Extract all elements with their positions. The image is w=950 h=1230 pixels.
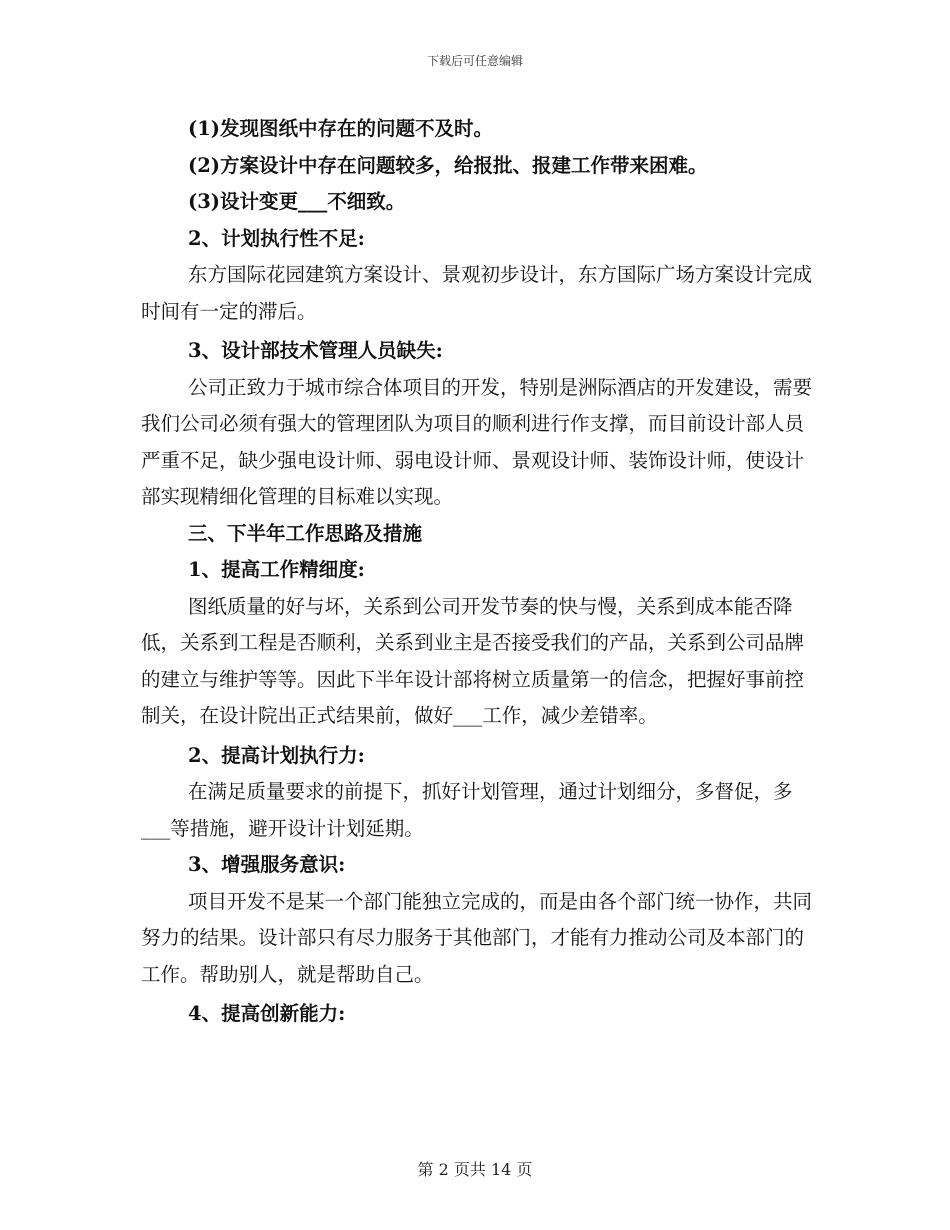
page-footer: 第 2 页共 14 页 bbox=[417, 1160, 533, 1179]
paragraph-staff-shortage: 公司正致力于城市综合体项目的开发，特别是洲际酒店的开发建设，需要我们公司必须有强大的管理团队为项目的顺利进行作支撑，而目前设计部人员严重不足，缺少强电设计师、弱电设计师、景观设计师、装饰设计师，使设计部实现精细化管理的目标难以实现。 bbox=[141, 375, 813, 508]
paragraph-precision: 图纸质量的好与坏，关系到公司开发节奏的快与慢，关系到成本能否降低，关系到工程是否顺利，关系到业主是否接受我们的产品，关系到公司品牌的建立与维护等等。因此下半年设计部将树立质量第一的信念，把握好事前控制关，在设计院出正式结果前，做好___工作，减少差错率。 bbox=[141, 594, 805, 727]
paragraph-plan-execution: 东方国际花园建筑方案设计、景观初步设计，东方国际广场方案设计完成时间有一定的滞后。 bbox=[141, 263, 813, 323]
problem-item-3: (3)设计变更___不细致。 bbox=[188, 190, 406, 213]
page-header: 下载后可任意编辑 bbox=[426, 54, 523, 68]
section-heading-innovation: 4、提高创新能力: bbox=[188, 1002, 346, 1025]
section-heading-execution: 2、提高计划执行力: bbox=[188, 743, 365, 767]
problem-item-2: (2)方案设计中存在问题较多，给报批、报建工作带来困难。 bbox=[188, 153, 708, 177]
paragraph-service: 项目开发不是某一个部门能独立完成的，而是由各个部门统一协作，共同努力的结果。设计部只有尽力服务于其他部门，才能有力推动公司及本部门的工作。帮助别人，就是帮助自己。 bbox=[141, 889, 813, 986]
section-heading-second-half-plan: 三、下半年工作思路及措施 bbox=[188, 521, 423, 545]
problem-item-1: (1)发现图纸中存在的问题不及时。 bbox=[188, 117, 494, 140]
paragraph-execution: 在满足质量要求的前提下，抓好计划管理，通过计划细分，多督促，多___等措施，避开设计计划延期。 bbox=[141, 780, 793, 840]
section-heading-staff-shortage: 3、设计部技术管理人员缺失: bbox=[188, 339, 443, 362]
section-heading-plan-execution: 2、计划执行性不足: bbox=[188, 226, 365, 250]
section-heading-service: 3、增强服务意识: bbox=[188, 853, 346, 876]
document-body bbox=[141, 111, 821, 1033]
section-heading-precision: 1、提高工作精细度: bbox=[188, 558, 365, 581]
